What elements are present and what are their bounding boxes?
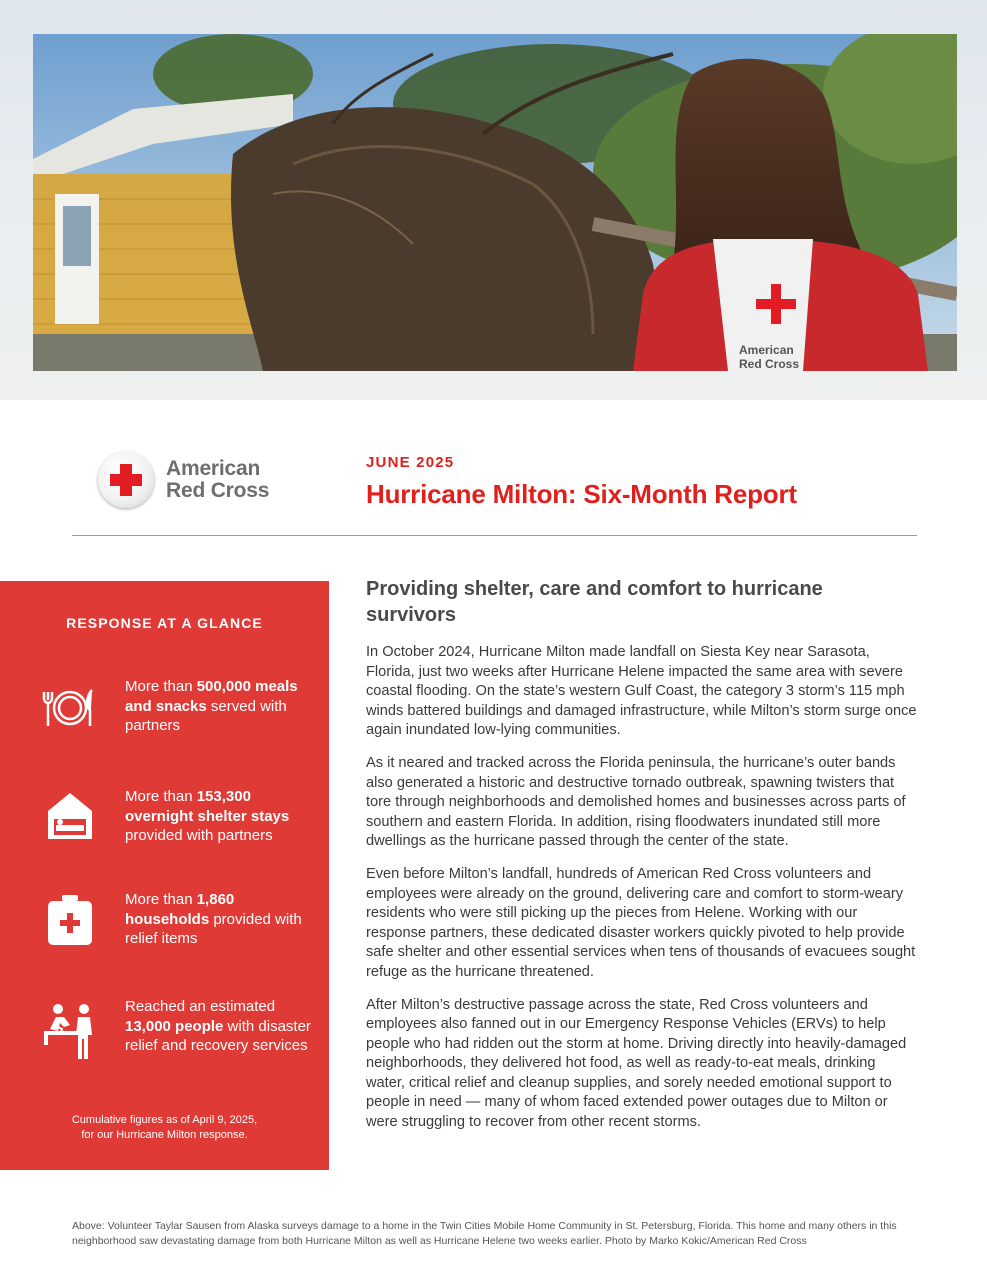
logo-wordmark xyxy=(166,458,269,502)
stat-households-pre: More than xyxy=(125,891,197,908)
sidebar-heading: RESPONSE AT A GLANCE xyxy=(66,615,263,631)
people-help-icon xyxy=(40,999,100,1059)
stat-shelter-post: provided with partners xyxy=(125,827,273,844)
stat-people xyxy=(125,997,315,1056)
stat-people-post: with disaster relief and recovery services xyxy=(125,1017,311,1054)
stat-shelter-pre: More than xyxy=(125,788,197,805)
stat-households-post: provided with relief items xyxy=(125,910,302,947)
stat-shelter xyxy=(125,787,315,846)
meal-icon xyxy=(40,678,100,738)
sidebar-note xyxy=(0,1113,329,1143)
article-paragraph: After Milton’s destructive passage across the state, Red Cross volunteers and employees also fanned out in our Emergency Response Vehicles (ERVs) to help people who had ridden out the storm at home. Driving directly into heavily-damaged neighborhoods, they delivered hot food, as well as ready-to-eat meals, drinking water, critical relief and cleanup supplies, and sorely needed emotional support to people in need — many of whom faced extended power outages due to Milton or were struggling to recover from other recent storms. xyxy=(366,996,907,1131)
red-cross-logo xyxy=(98,452,298,512)
vest-text-line1: American xyxy=(739,343,794,357)
hero-photo-illustration xyxy=(33,34,957,371)
header-divider xyxy=(72,535,917,536)
article xyxy=(366,576,918,1146)
sidebar-note-line2: for our Hurricane Milton response. xyxy=(81,1129,248,1141)
article-paragraph: Even before Milton’s landfall, hundreds of American Red Cross volunteers and employees were already on the ground, delivering care and comfort to storm-weary residents who were still picking up the pieces from Helene. Working with our response partners, these dedicated disaster workers quickly pivoted to help provide safe shelter and other essential services when tens of thousands of evacuees sought refuge as the hurricane threatened. xyxy=(366,865,916,980)
hero-photo xyxy=(33,34,957,371)
sidebar-note-line1: Cumulative figures as of April 9, 2025, xyxy=(71,1114,258,1126)
stat-meals-post: served with partners xyxy=(125,697,287,734)
shelter-icon xyxy=(40,785,100,845)
logo-line1: American xyxy=(166,457,261,480)
article-paragraph: As it neared and tracked across the Florida peninsula, the hurricane’s outer bands also generated a historic and destructive tornado outbreak, spawning twisters that tore through neighborhoods and demolished homes and businesses across parts of southern and eastern Florida. In addition, rising floodwaters inundated still more dwellings as the hurricane passed through the center of the state. xyxy=(366,754,906,850)
stat-meals-pre: More than xyxy=(125,678,197,695)
response-sidebar xyxy=(0,581,329,1170)
stat-meals-bold: 500,000 meals and snacks xyxy=(125,678,298,715)
logo-line2: Red Cross xyxy=(166,479,270,502)
photo-caption: Above: Volunteer Taylar Sausen from Alaska surveys damage to a home in the Twin Cities Mobile Home Community in St. Petersburg, Florida. This home and many others in this neighborhood saw devastating damage from both Hurricane Milton as well as Hurricane Helene two weeks earlier. Photo by Marko Kokic/American Red Cross xyxy=(72,1220,897,1247)
relief-kit-icon xyxy=(40,889,100,949)
stat-people-pre: Reached an estimated xyxy=(125,998,276,1015)
red-cross-icon xyxy=(98,452,154,508)
article-heading: Providing shelter, care and comfort to hurricane survivors xyxy=(366,578,823,626)
article-paragraph: In October 2024, Hurricane Milton made landfall on Siesta Key near Sarasota, Florida, just two weeks after Hurricane Helene impacted the same area with severe coastal flooding. On the state’s western Gulf Coast, the category 3 storm’s 115 mph winds battered buildings and damaged infrastructure, while Milton’s storm surge once again inundated low-lying communities. xyxy=(366,644,917,739)
stat-people-bold: 13,000 people xyxy=(125,1017,224,1035)
report-title: Hurricane Milton: Six-Month Report xyxy=(366,479,797,509)
vest-text-line2: Red Cross xyxy=(739,357,800,371)
stat-households xyxy=(125,890,315,949)
stat-households-bold: 1,860 households xyxy=(125,891,235,928)
stat-shelter-bold: 153,300 overnight shelter stays xyxy=(125,788,290,825)
stat-meals xyxy=(125,677,315,736)
report-date: JUNE 2025 xyxy=(366,454,455,471)
